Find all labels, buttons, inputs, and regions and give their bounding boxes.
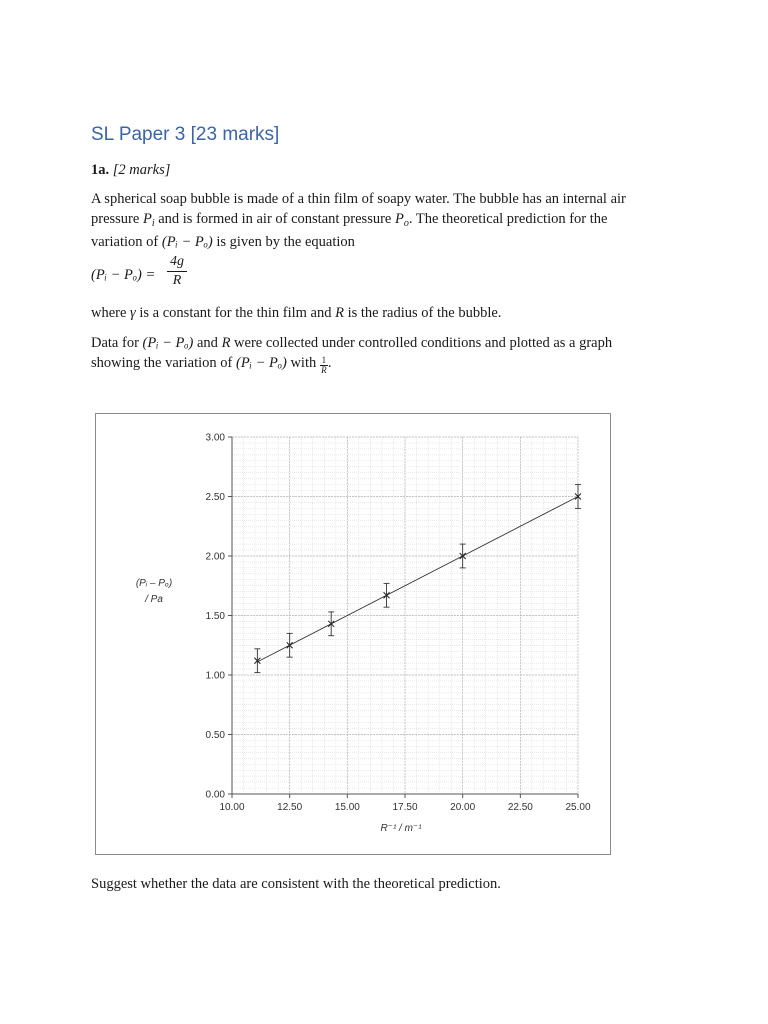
x-tick-label: 12.50 — [277, 802, 303, 813]
y-axis-unit: / Pa — [145, 594, 163, 605]
intro-line1: A spherical soap bubble is made of a thin film of soapy water. The bubble has an internal air — [91, 191, 626, 207]
best-fit-line — [257, 497, 578, 662]
question-number: 1a. — [91, 162, 110, 178]
expr-pressure-diff: (Pᵢ − Pₒ) — [142, 335, 194, 351]
data-description: Data for (Pᵢ − Pₒ) and R were collected under controlled conditions and plotted as a graph — [91, 335, 613, 351]
question-header — [91, 162, 170, 179]
equation — [91, 254, 291, 296]
y-axis-label: (Pᵢ – Pₒ) — [135, 578, 173, 589]
x-tick-label: 25.00 — [565, 802, 591, 813]
expr-pressure-diff: (Pᵢ − Pₒ) — [235, 355, 287, 371]
expr-pressure-diff: (Pᵢ − Pₒ) — [161, 234, 213, 250]
equation-numerator: 4g — [170, 254, 184, 269]
page-title: SL Paper 3 [23 marks] — [91, 124, 280, 145]
fraction-one-over-r: $\frac{1}{R}$ — [321, 355, 327, 375]
equation-lhs: (Pᵢ − Pₒ) = — [91, 267, 156, 283]
symbol-gamma: γ — [130, 305, 136, 321]
y-tick-label: 2.50 — [205, 492, 225, 503]
intro-text: and is formed in air of constant pressure — [154, 210, 395, 227]
data-description-line2: showing the variation of (Pᵢ − Pₒ) with $\frac{1}{R}$ . — [91, 355, 332, 375]
chart — [96, 414, 610, 854]
intro-text: is given by the equation — [212, 234, 355, 250]
question-intro — [91, 190, 691, 253]
symbol-po: $P_o$ — [394, 210, 409, 229]
intro-text: . The theoretical prediction for the — [408, 210, 608, 227]
y-tick-label: 0.00 — [205, 789, 225, 801]
x-tick-label: 10.00 — [219, 802, 245, 813]
graph-figure — [95, 413, 611, 855]
equation-denominator: R — [172, 273, 182, 288]
x-tick-label: 17.50 — [392, 802, 418, 813]
y-tick-label: 3.00 — [205, 432, 225, 444]
intro-text: pressure — [91, 210, 143, 227]
y-tick-label: 1.50 — [205, 611, 225, 622]
x-tick-label: 15.00 — [334, 802, 360, 813]
y-tick-label: 0.50 — [205, 730, 225, 741]
data-point — [287, 633, 293, 657]
question-marks: [2 marks] — [112, 162, 171, 178]
symbol-pi: $P_i$ — [142, 210, 155, 229]
x-tick-label: 20.00 — [450, 802, 476, 813]
y-tick-label: 2.00 — [205, 551, 225, 563]
where-clause: where γ is a constant for the thin film and R is the radius of the bubble. — [91, 305, 502, 321]
intro-text: variation of — [91, 234, 162, 250]
x-axis-label: R⁻¹ / m⁻¹ — [380, 823, 422, 834]
symbol-r: R — [335, 305, 344, 321]
question-prompt: Suggest whether the data are consistent with the theoretical prediction. — [91, 876, 501, 892]
y-tick-label: 1.00 — [205, 670, 225, 682]
symbol-r: R — [221, 335, 231, 351]
equation-fraction — [167, 254, 187, 289]
x-tick-label: 22.50 — [507, 802, 533, 813]
